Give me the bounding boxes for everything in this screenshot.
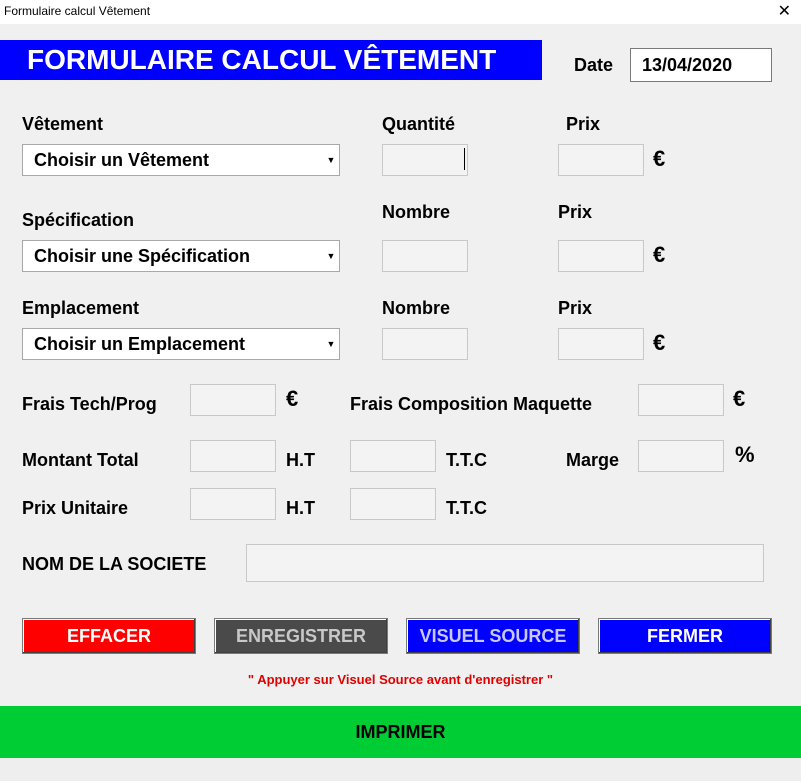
vetement-select-value: Choisir un Vêtement <box>34 150 210 170</box>
page-title: FORMULAIRE CALCUL VÊTEMENT <box>0 40 542 80</box>
vetement-price-label: Prix <box>566 114 601 134</box>
montant-ht-input[interactable] <box>190 440 276 472</box>
frais-composition-label: Frais Composition Maquette <box>350 394 593 414</box>
emplacement-qty-input[interactable] <box>382 328 468 360</box>
chevron-down-icon[interactable]: ▼ <box>326 155 336 165</box>
vetement-qty-label: Quantité <box>382 114 456 134</box>
effacer-button[interactable]: EFFACER <box>22 618 196 654</box>
vetement-price-input[interactable] <box>558 144 644 176</box>
prix-unitaire-ht-input[interactable] <box>190 488 276 520</box>
emplacement-label: Emplacement <box>22 298 140 318</box>
company-input[interactable] <box>246 544 764 582</box>
montant-ht-label: H.T <box>286 450 315 470</box>
specification-select[interactable] <box>22 240 340 272</box>
emplacement-qty-label: Nombre <box>382 298 451 318</box>
instruction-note: " Appuyer sur Visuel Source avant d'enregistrer " <box>247 672 554 687</box>
frais-tech-label: Frais Tech/Prog <box>22 394 157 414</box>
montant-total-label: Montant Total <box>22 450 139 470</box>
frais-composition-input[interactable] <box>638 384 724 416</box>
emplacement-select[interactable] <box>22 328 340 360</box>
imprimer-button[interactable]: IMPRIMER <box>0 706 801 758</box>
emplacement-select-value: Choisir un Emplacement <box>34 334 246 354</box>
marge-label: Marge <box>566 450 620 470</box>
vetement-label: Vêtement <box>22 114 104 134</box>
specification-label: Spécification <box>22 210 135 230</box>
euro-icon: € <box>653 330 666 355</box>
marge-input[interactable] <box>638 440 724 472</box>
specification-qty-input[interactable] <box>382 240 468 272</box>
specification-qty-label: Nombre <box>382 202 451 222</box>
company-label: NOM DE LA SOCIETE <box>22 554 207 574</box>
enregistrer-button[interactable]: ENREGISTRER <box>214 618 388 654</box>
visuel-source-button[interactable]: VISUEL SOURCE <box>406 618 580 654</box>
bottom-bar <box>0 758 801 781</box>
window-title: Formulaire calcul Vêtement <box>4 4 151 18</box>
emplacement-price-label: Prix <box>558 298 593 318</box>
chevron-down-icon[interactable]: ▼ <box>326 251 336 261</box>
prix-unitaire-ttc-input[interactable] <box>350 488 436 520</box>
vetement-qty-input[interactable] <box>382 144 468 176</box>
frais-tech-input[interactable] <box>190 384 276 416</box>
specification-select-value: Choisir une Spécification <box>34 246 251 266</box>
fermer-button[interactable]: FERMER <box>598 618 772 654</box>
date-label: Date <box>574 55 614 75</box>
window-titlebar <box>0 0 801 24</box>
prix-unitaire-label: Prix Unitaire <box>22 498 129 518</box>
form-body <box>0 24 801 781</box>
vetement-select[interactable] <box>22 144 340 176</box>
euro-icon: € <box>653 242 666 267</box>
chevron-down-icon[interactable]: ▼ <box>326 339 336 349</box>
percent-icon: % <box>735 442 755 467</box>
emplacement-price-input[interactable] <box>558 328 644 360</box>
specification-price-label: Prix <box>558 202 593 222</box>
specification-price-input[interactable] <box>558 240 644 272</box>
prix-unitaire-ht-label: H.T <box>286 498 315 518</box>
montant-ttc-input[interactable] <box>350 440 436 472</box>
prix-unitaire-ttc-label: T.T.C <box>446 498 488 518</box>
euro-icon: € <box>286 386 299 411</box>
euro-icon: € <box>733 386 746 411</box>
close-icon[interactable]: ✕ <box>777 3 791 20</box>
date-field[interactable]: 13/04/2020 <box>630 48 772 82</box>
euro-icon: € <box>653 146 666 171</box>
montant-ttc-label: T.T.C <box>446 450 488 470</box>
